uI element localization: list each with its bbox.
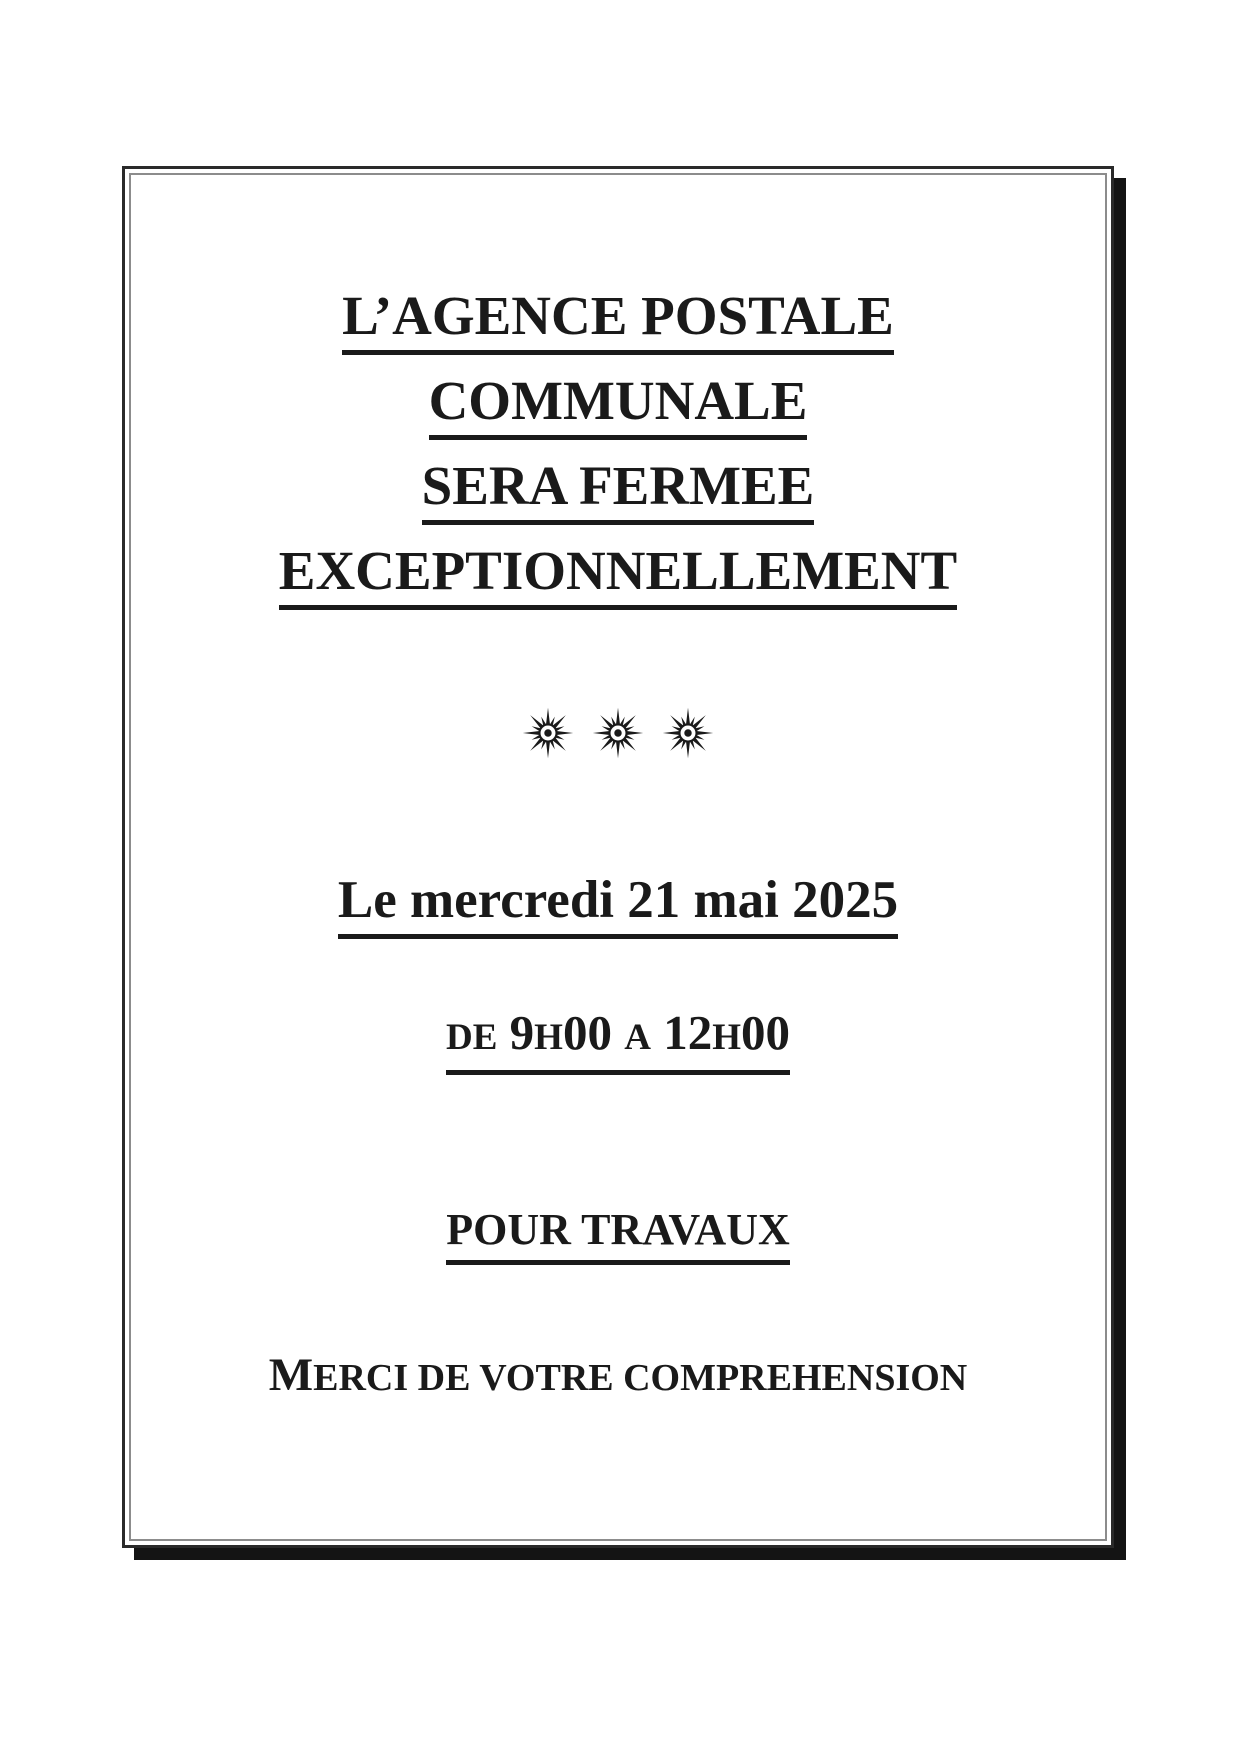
closure-hours — [125, 1004, 1111, 1075]
headline-line-2 — [125, 370, 1111, 440]
thanks-message — [125, 1346, 1111, 1407]
closure-date-text: Le mercredi 21 mai 2025 — [338, 869, 898, 939]
headline-line-1 — [125, 285, 1111, 355]
thanks-message-text: MERCI DE VOTRE COMPREHENSION — [268, 1349, 968, 1401]
headline-line-2-text: COMMUNALE — [429, 370, 808, 440]
closure-hours-text: DE 9H00 A 12H00 — [446, 1004, 790, 1075]
notice-frame — [122, 166, 1114, 1548]
star-ornament-icon — [520, 705, 576, 761]
headline-line-3-text: SERA FERMEE — [422, 455, 815, 525]
closure-date — [125, 869, 1111, 939]
closure-reason — [125, 1203, 1111, 1265]
headline-line-4 — [125, 540, 1111, 610]
closure-reason-text: POUR TRAVAUX — [446, 1203, 790, 1265]
star-ornament-icon — [590, 705, 646, 761]
star-ornament-icon — [660, 705, 716, 761]
headline-line-4-text: EXCEPTIONNELLEMENT — [279, 540, 957, 610]
headline-line-1-text: L’AGENCE POSTALE — [342, 285, 894, 355]
headline-line-3 — [125, 455, 1111, 525]
ornament-row — [125, 705, 1111, 761]
